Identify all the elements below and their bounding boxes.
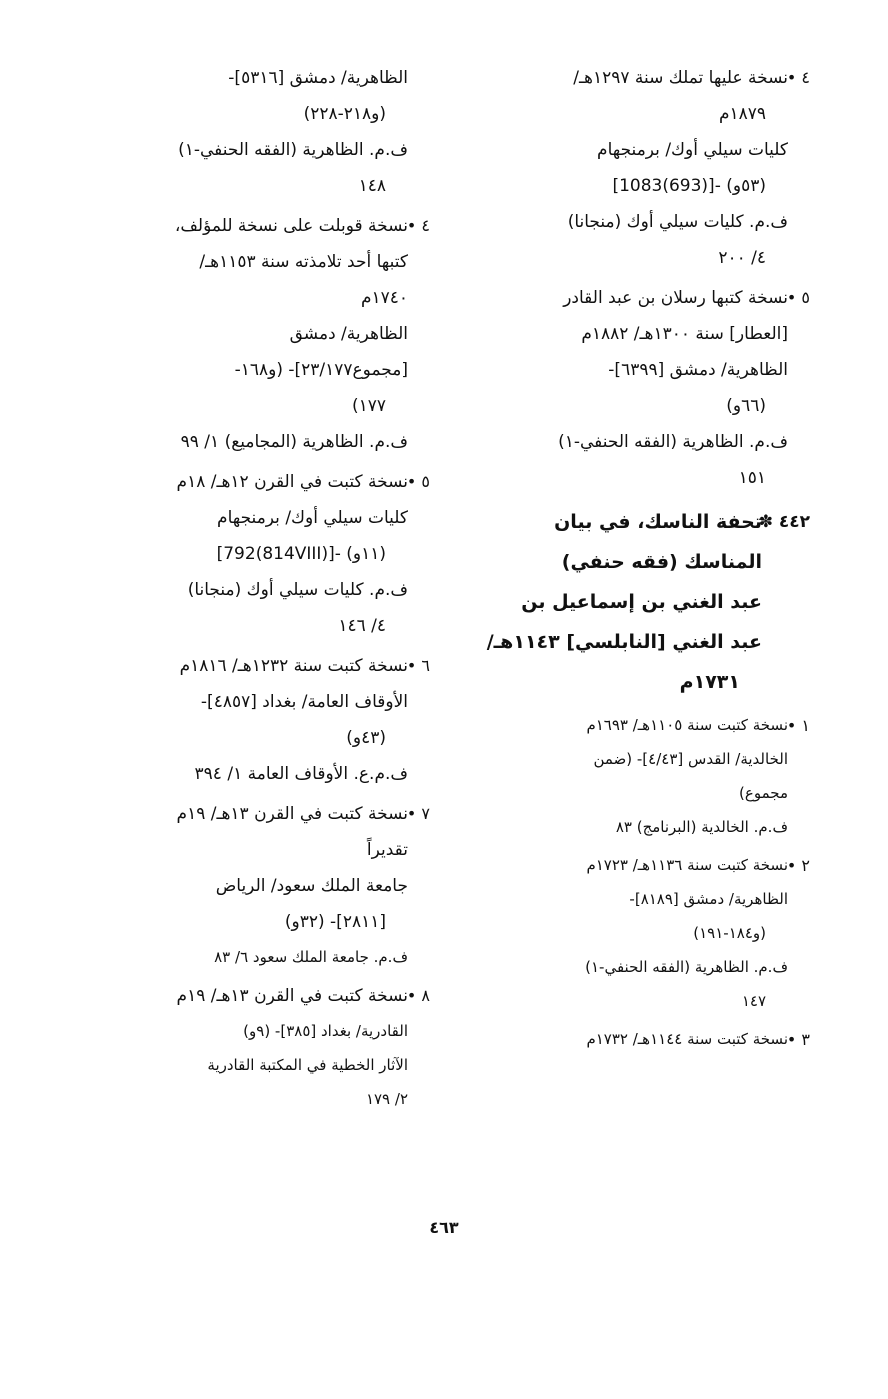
entry-line: ١٧٤٠م [360,288,408,308]
manuscript-entry [470,708,810,844]
entry-line: تقديراً [366,840,408,860]
book-date: ١٧٣١م [679,671,740,693]
left-column [85,60,430,1120]
entry-line: الظاهرية/ دمشق [٥٣١٦]- [228,68,408,88]
entry-line: الخالدية/ القدس [٤/٤٣]- (ضمن [593,750,788,768]
entry-line: الظاهرية/ دمشق [٨١٨٩]- [629,890,788,908]
entry-line: ١٥١ [738,468,766,488]
entry-line: ٤/ ٢٠٠ [718,248,766,268]
entry-line: ١٤٧ [741,992,766,1010]
entry-line: الأوقاف العامة/ بغداد [٤٨٥٧]- [200,692,408,712]
entry-line: ف.م. الظاهرية (الفقه الحنفي-١) [178,140,408,160]
entry-line: كليات سيلي أوك/ برمنجهام [217,508,408,528]
entry-line: جامعة الملك سعود/ الرياض [215,876,408,896]
manuscript-entry [85,978,430,1116]
book-heading [470,502,810,702]
page-number: ٤٦٣ [429,1218,459,1237]
entry-line: نسخة كتبت في القرن ١٢هـ/ ١٨م [176,472,408,492]
entry-line: كتبها أحد تلامذته سنة ١١٥٣هـ/ [199,252,408,272]
entry-line: نسخة عليها تملك سنة ١٢٩٧هـ/ [573,68,788,88]
entry-line: نسخة كتبت سنة ١١٤٤هـ/ ١٧٣٢م [586,1030,788,1048]
entry-line: (٦٦و) [726,396,766,416]
entry-line: الآثار الخطية في المكتبة القادرية [207,1056,408,1074]
entry-line: ف.م.ع. الأوقاف العامة ١/ ٣٩٤ [194,764,408,784]
entry-line: الظاهرية/ دمشق [289,324,408,344]
entry-number: ٧ • [406,804,430,823]
entry-line: (و٢١٨-٢٢٨) [303,104,386,124]
entry-line: ١٨٧٩م [718,104,766,124]
entry-line: [1083(693)]- (٥٣و) [612,176,766,196]
manuscript-entry [85,796,430,974]
entry-number: ٤ • [406,216,430,235]
book-author: عبد الغني بن إسماعيل بن [521,591,762,613]
entry-line: نسخة قوبلت على نسخة للمؤلف، [174,216,408,236]
entry-number: ١ • [786,716,810,735]
entry-line: نسخة كتبها رسلان بن عبد القادر [563,288,788,308]
right-column [470,60,810,1060]
entry-line: [مجموع٢٣/١٧٧]- (و١٦٨- [234,360,408,380]
entry-line: ف.م. كليات سيلي أوك (منجانا) [567,212,788,232]
entry-line: ف.م. الخالدية (البرنامج) ٨٣ [615,818,788,836]
entry-number: ٢ • [786,856,810,875]
entry-line: (٤٣و) [346,728,386,748]
entry-line: (و١٨٤-١٩١) [693,924,766,942]
entry-line: الظاهرية/ دمشق [٦٣٩٩]- [608,360,788,380]
manuscript-entry [470,1022,810,1056]
heading-number: ٤٤٢ ✽ [758,512,810,532]
entry-line: نسخة كتبت سنة ١١٣٦هـ/ ١٧٢٣م [586,856,788,874]
entry-line: كليات سيلي أوك/ برمنجهام [597,140,788,160]
book-author: عبد الغني [النابلسي] ١١٤٣هـ/ [486,631,762,653]
entry-line: ١٤٨ [358,176,386,196]
entry-number: ٦ • [406,656,430,675]
entry-line: نسخة كتبت في القرن ١٣هـ/ ١٩م [176,986,408,1006]
entry-line: القادرية/ بغداد [٣٨٥]- (٩و) [243,1022,408,1040]
book-title: المناسك (فقه حنفي) [561,551,762,573]
entry-line: ٢/ ١٧٩ [365,1090,408,1108]
manuscript-entry [470,280,810,496]
entry-line: ف.م. كليات سيلي أوك (منجانا) [187,580,408,600]
entry-line: مجموع) [739,784,788,802]
entry-number: ٣ • [786,1030,810,1049]
entry-line: نسخة كتبت سنة ١٢٣٢هـ/ ١٨١٦م [179,656,408,676]
entry-line: نسخة كتبت سنة ١١٠٥هـ/ ١٦٩٣م [586,716,788,734]
entry-line: ف.م. الظاهرية (الفقه الحنفي-١) [585,958,788,976]
entry-number: ٥ • [786,288,810,307]
entry-line: ف.م. جامعة الملك سعود ٦/ ٨٣ [214,948,408,966]
entry-number: ٨ • [406,986,430,1005]
entry-line: ١٧٧) [351,396,386,416]
manuscript-entry [85,60,430,204]
entry-number: ٤ • [786,68,810,87]
entry-line: [العطار] سنة ١٣٠٠هـ/ ١٨٨٢م [581,324,788,344]
entry-line: ف.م. الظاهرية (الفقه الحنفي-١) [558,432,788,452]
manuscript-entry [85,208,430,460]
entry-line: نسخة كتبت في القرن ١٣هـ/ ١٩م [176,804,408,824]
entry-line: ٤/ ١٤٦ [338,616,386,636]
manuscript-entry [470,848,810,1018]
entry-line: [٢٨١١]- (٣٢و) [284,912,386,932]
manuscript-entry [470,60,810,276]
entry-line: ف.م. الظاهرية (المجاميع) ١/ ٩٩ [180,432,408,452]
entry-number: ٥ • [406,472,430,491]
manuscript-entry [85,464,430,644]
book-title: تحفة الناسك، في بيان [554,511,762,533]
entry-line: [792(814VIII)]- (١١و) [216,544,386,564]
manuscript-entry [85,648,430,792]
